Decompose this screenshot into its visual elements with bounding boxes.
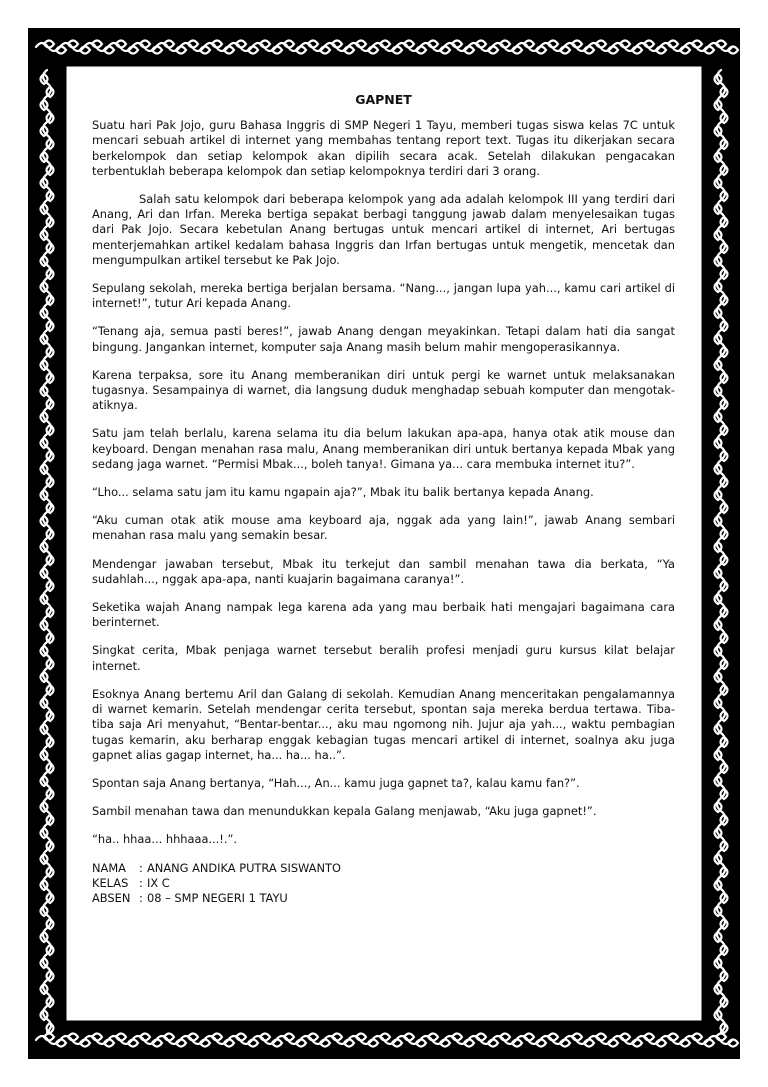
signature-row-nama (92, 861, 675, 876)
paragraph: Karena terpaksa, sore itu Anang memberanikan diri untuk pergi ke warnet untuk melaksanakan tugasnya. Sesampainya di warnet, dia langsung duduk menghadap sebuah komputer dan mengotak-atiknya. (92, 367, 675, 413)
signature-row-absen (92, 891, 675, 906)
signature-row-kelas (92, 876, 675, 891)
kelas-value: IX C (147, 875, 170, 890)
nama-label: NAMA (92, 860, 126, 875)
nama-value: ANANG ANDIKA PUTRA SISWANTO (147, 860, 341, 875)
paragraph: Spontan saja Anang bertanya, “Hah..., An... kamu juga gapnet ta?, kalau kamu fan?”. (92, 775, 580, 790)
paragraph: “Tenang aja, semua pasti beres!”, jawab Anang dengan meyakinkan. Tetapi dalam hati dia sangat bingung. Jangankan internet, komputer saja Anang masih belum mahir mengoperasikannya. (92, 324, 675, 354)
absen-value: 08 – SMP NEGERI 1 TAYU (147, 890, 288, 905)
kelas-label: KELAS (92, 875, 129, 890)
document-title: GAPNET (355, 92, 412, 107)
paragraph: Sepulang sekolah, mereka bertiga berjalan bersama. “Nang..., jangan lupa yah..., kamu cari artikel di internet!”, tutur Ari kepada Anang. (92, 281, 675, 311)
author-signature-block (92, 861, 675, 907)
paragraph: “Lho... selama satu jam itu kamu ngapain aja?”, Mbak itu balik bertanya kepada Anang. (92, 485, 594, 500)
separator: : (139, 890, 143, 905)
document-body (92, 92, 675, 906)
paragraph: Esoknya Anang bertemu Aril dan Galang di sekolah. Kemudian Anang menceritakan pengalamannya di warnet kemarin. Setelah mendengar cerita tersebut, spontan saja mereka berdua tertawa. Tiba-tiba saja Ari menyahut, “Bentar-bentar..., aku mau ngomong nih. Jujur aja yah..., waktu pembagian tugas kemarin, aku berharap enggak kebagian tugas mencari artikel di internet, soalnya aku juga gapnet alias gagap internet, ha... ha... ha..”. (92, 686, 675, 762)
paragraph: Sambil menahan tawa dan menundukkan kepala Galang menjawab, “Aku juga gapnet!”. (92, 804, 597, 819)
paragraph: Singkat cerita, Mbak penjaga warnet tersebut beralih profesi menjadi guru kursus kilat belajar internet. (92, 643, 675, 673)
absen-label: ABSEN (92, 890, 131, 905)
paragraph: “ha.. hhaa... hhhaaa...!.”. (92, 832, 238, 847)
separator: : (139, 860, 143, 875)
paragraph: Suatu hari Pak Jojo, guru Bahasa Inggris di SMP Negeri 1 Tayu, memberi tugas siswa kelas 7C untuk mencari sebuah artikel di internet yang membahas tentang report text. Tugas itu dikerjakan secara berkelompok dan setiap kelompok akan dipilih secara acak. Setelah dilakukan pengacakan terbentuklah beberapa kelompok dan setiap kelompoknya terdiri dari 3 orang. (92, 118, 675, 178)
paragraph: Satu jam telah berlalu, karena selama itu dia belum lakukan apa-apa, hanya otak atik mouse dan keyboard. Dengan menahan rasa malu, Anang memberanikan diri untuk bertanya kepada Mbak yang sedang jaga warnet. “Permisi Mbak..., boleh tanya!. Gimana ya... cara membuka internet itu?”. (92, 426, 675, 471)
paragraph: Seketika wajah Anang nampak lega karena ada yang mau berbaik hati mengajari bagaimana cara berinternet. (92, 600, 675, 630)
paragraph: Mendengar jawaban tersebut, Mbak itu terkejut dan sambil menahan tawa dia berkata, “Ya sudahlah..., nggak apa-apa, nanti kuajarin bagaimana caranya!”. (92, 556, 675, 586)
separator: : (139, 875, 143, 890)
paragraph: “Aku cuman otak atik mouse ama keyboard aja, nggak ada yang lain!”, jawab Anang sembari menahan rasa malu yang semakin besar. (92, 513, 675, 543)
paragraph: Salah satu kelompok dari beberapa kelompok yang ada adalah kelompok III yang terdiri dari Anang, Ari dan Irfan. Mereka bertiga sepakat berbagi tanggung jawab dalam menyelesaikan tugas dari Pak Jojo. Secara kebetulan Anang bertugas untuk mencari artikel di internet, Ari bertugas menterjemahkan artikel kedalam bahasa Inggris dan Irfan bertugas untuk mengetik, mencetak dan mengumpulkan artikel tersebut ke Pak Jojo. (92, 192, 675, 267)
